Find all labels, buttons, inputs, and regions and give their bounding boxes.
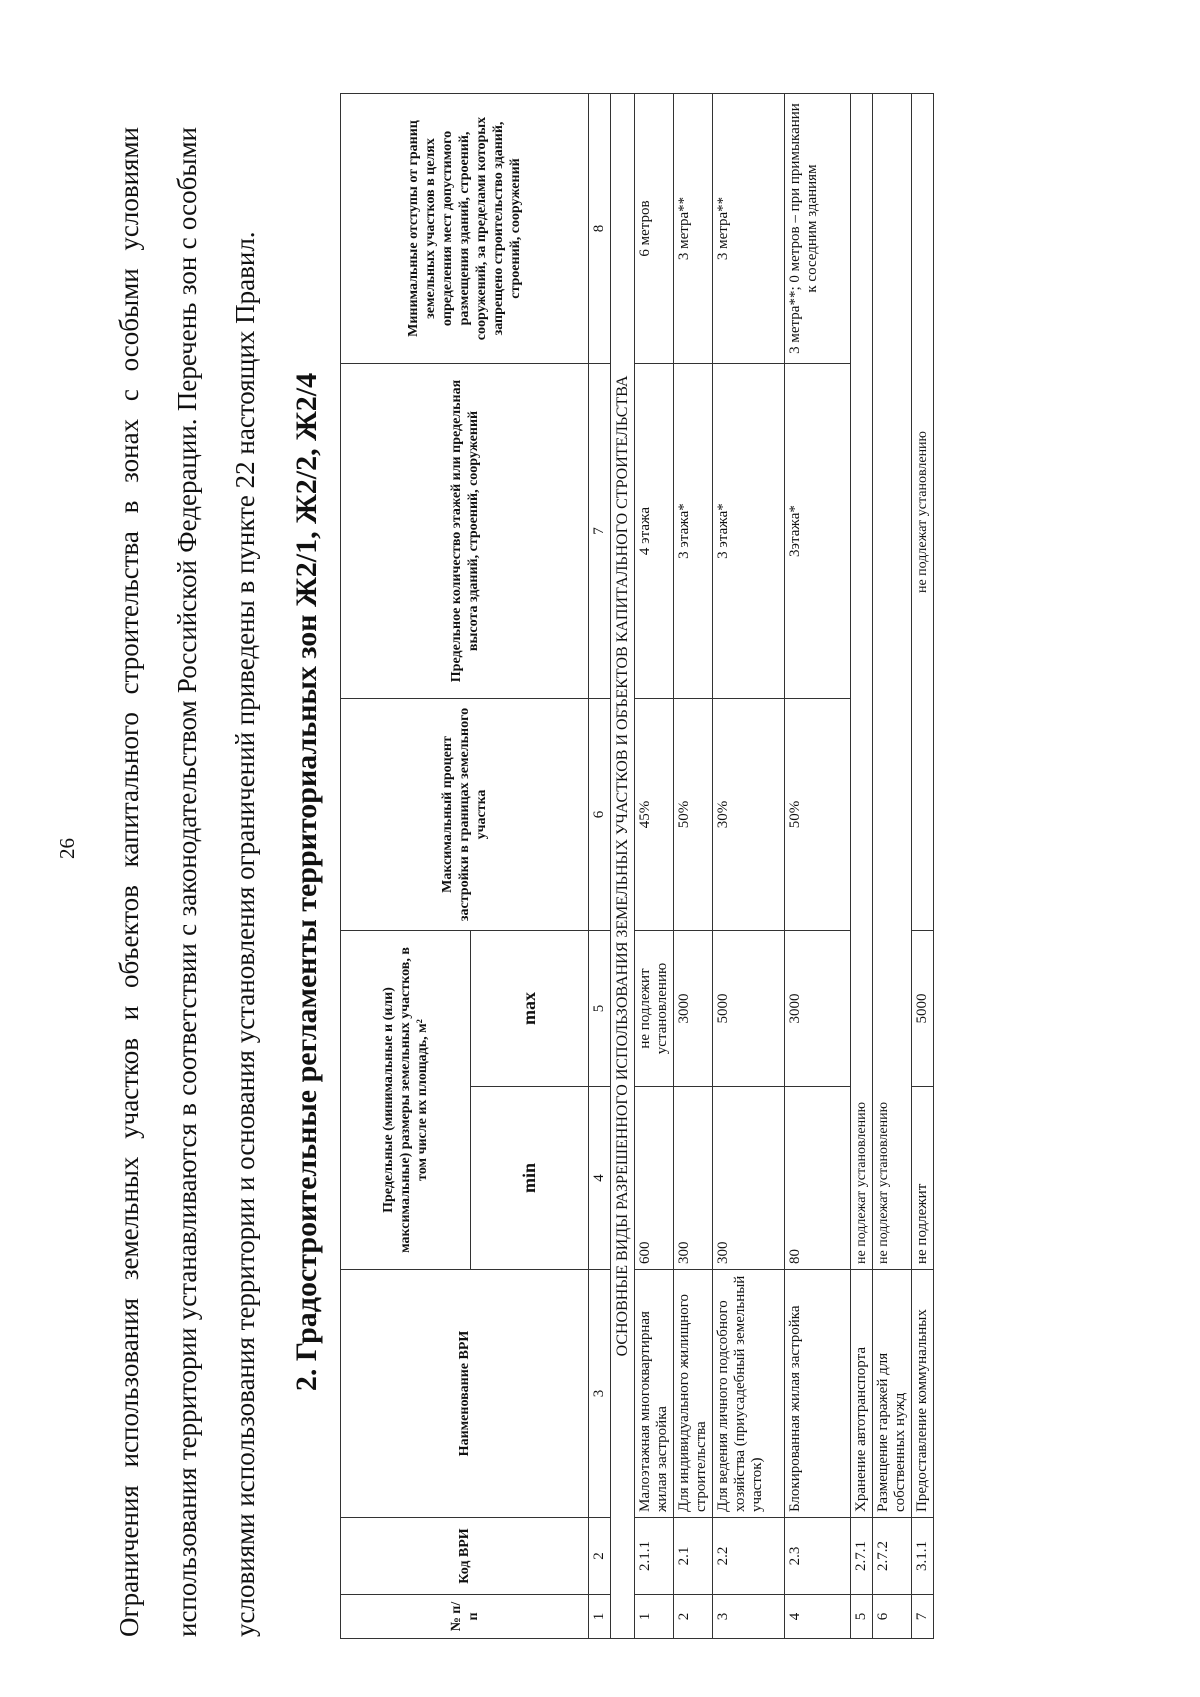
cell-name: Предоставление коммунальных bbox=[912, 1270, 934, 1518]
cell-min: 300 bbox=[713, 1087, 785, 1270]
cell-num: 1 bbox=[635, 1595, 674, 1639]
table-row bbox=[873, 94, 912, 1639]
column-number: 8 bbox=[589, 94, 611, 364]
header-percent: Максимальный процент застройки в границах земельного участка bbox=[341, 699, 589, 931]
table-row bbox=[635, 94, 674, 1639]
header-code: Код ВРИ bbox=[341, 1518, 589, 1595]
table-row bbox=[674, 94, 713, 1639]
cell-min: 300 bbox=[674, 1087, 713, 1270]
cell-floors: 3 этажа* bbox=[674, 364, 713, 699]
column-number: 2 bbox=[589, 1518, 611, 1595]
column-number: 5 bbox=[589, 931, 611, 1087]
header-floors: Предельное количество этажей или предельная высота зданий, строений, сооружений bbox=[341, 364, 589, 699]
cell-code: 2.1.1 bbox=[635, 1518, 674, 1595]
column-number: 1 bbox=[589, 1595, 611, 1639]
cell-percent: 50% bbox=[785, 699, 851, 931]
cell-num: 6 bbox=[873, 1595, 912, 1639]
cell-percent: 45% bbox=[635, 699, 674, 931]
cell-floors: 4 этажа bbox=[635, 364, 674, 699]
cell-code: 2.2 bbox=[713, 1518, 785, 1595]
cell-code: 3.1.1 bbox=[912, 1518, 934, 1595]
table-row bbox=[851, 94, 873, 1639]
cell-min: не подлежит bbox=[912, 1087, 934, 1270]
cell-merged: не подлежат установлению bbox=[851, 94, 873, 1270]
cell-floors: 3этажа* bbox=[785, 364, 851, 699]
cell-code: 2.3 bbox=[785, 1518, 851, 1595]
cell-name: Малоэтажная многоквартирная жилая застройка bbox=[635, 1270, 674, 1518]
cell-min: 80 bbox=[785, 1087, 851, 1270]
page-number: 26 bbox=[55, 838, 79, 859]
cell-setbacks: 3 метра** bbox=[674, 94, 713, 364]
column-numbers-row bbox=[589, 94, 611, 1639]
cell-min: 600 bbox=[635, 1087, 674, 1270]
cell-name: Размещение гаражей для собственных нужд bbox=[873, 1270, 912, 1518]
restrictions-paragraph: Ограничения использования земельных участков и объектов капитального строительства в зонах с особыми условиями использования территории устанавливаются в соответствии с законодательством Российской Федерации. Перечень зон с особыми условиями использования территории и основания установления ограничений приведены в пункте 22 настоящих Правил. bbox=[114, 127, 260, 1637]
cell-name: Для индивидуального жилищного строительства bbox=[674, 1270, 713, 1518]
cell-setbacks: 3 метра**; 0 метров – при примыкании к соседним зданиям bbox=[785, 94, 851, 364]
header-setbacks: Минимальные отступы от границ земельных участков в целях определения мест допустимого размещения зданий, строений, сооружений, за пределами которых запрещено строительство зданий, строений, сооружений bbox=[341, 94, 589, 364]
cell-max: 5000 bbox=[713, 931, 785, 1087]
group-row bbox=[611, 94, 635, 1639]
cell-percent: 30% bbox=[713, 699, 785, 931]
column-number: 7 bbox=[589, 364, 611, 699]
column-number: 6 bbox=[589, 699, 611, 931]
regulations-table bbox=[340, 93, 934, 1639]
cell-num: 4 bbox=[785, 1595, 851, 1639]
cell-setbacks: 3 метра** bbox=[713, 94, 785, 364]
table-row bbox=[912, 94, 934, 1639]
cell-code: 2.7.2 bbox=[873, 1518, 912, 1595]
section-title: 2. Градостроительные регламенты территориальных зон Ж2/1, Ж2/2, Ж2/4 bbox=[290, 372, 323, 1392]
cell-merged: не подлежат установлению bbox=[912, 94, 934, 931]
cell-max: не подлежит установлению bbox=[635, 931, 674, 1087]
cell-name: Для ведения личного подсобного хозяйства (приусадебный земельный участок) bbox=[713, 1270, 785, 1518]
cell-name: Хранение автотранспорта bbox=[851, 1270, 873, 1518]
column-number: 4 bbox=[589, 1087, 611, 1270]
cell-floors: 3 этажа* bbox=[713, 364, 785, 699]
cell-code: 2.7.1 bbox=[851, 1518, 873, 1595]
cell-num: 7 bbox=[912, 1595, 934, 1639]
column-number: 3 bbox=[589, 1270, 611, 1518]
cell-num: 2 bbox=[674, 1595, 713, 1639]
cell-num: 3 bbox=[713, 1595, 785, 1639]
header-max: max bbox=[471, 931, 589, 1087]
cell-setbacks: 6 метров bbox=[635, 94, 674, 364]
header-num: № п/п bbox=[341, 1595, 589, 1639]
cell-merged: не подлежат установлению bbox=[873, 94, 912, 1270]
cell-percent: 50% bbox=[674, 699, 713, 931]
cell-max: 3000 bbox=[674, 931, 713, 1087]
table-row bbox=[785, 94, 851, 1639]
group-title: ОСНОВНЫЕ ВИДЫ РАЗРЕШЕННОГО ИСПОЛЬЗОВАНИЯ ЗЕМЕЛЬНЫХ УЧАСТКОВ И ОБЪЕКТОВ КАПИТАЛЬНОГО СТРОИТЕЛЬСТВА bbox=[611, 94, 635, 1639]
cell-max: 3000 bbox=[785, 931, 851, 1087]
header-name: Наименование ВРИ bbox=[341, 1270, 589, 1518]
table-row bbox=[713, 94, 785, 1639]
cell-max: 5000 bbox=[912, 931, 934, 1087]
header-size: Предельные (минимальные и (или) максимальные) размеры земельных участков, в том числе их площадь, м² bbox=[341, 931, 471, 1270]
cell-name: Блокированная жилая застройка bbox=[785, 1270, 851, 1518]
cell-code: 2.1 bbox=[674, 1518, 713, 1595]
cell-num: 5 bbox=[851, 1595, 873, 1639]
header-min: min bbox=[471, 1087, 589, 1270]
